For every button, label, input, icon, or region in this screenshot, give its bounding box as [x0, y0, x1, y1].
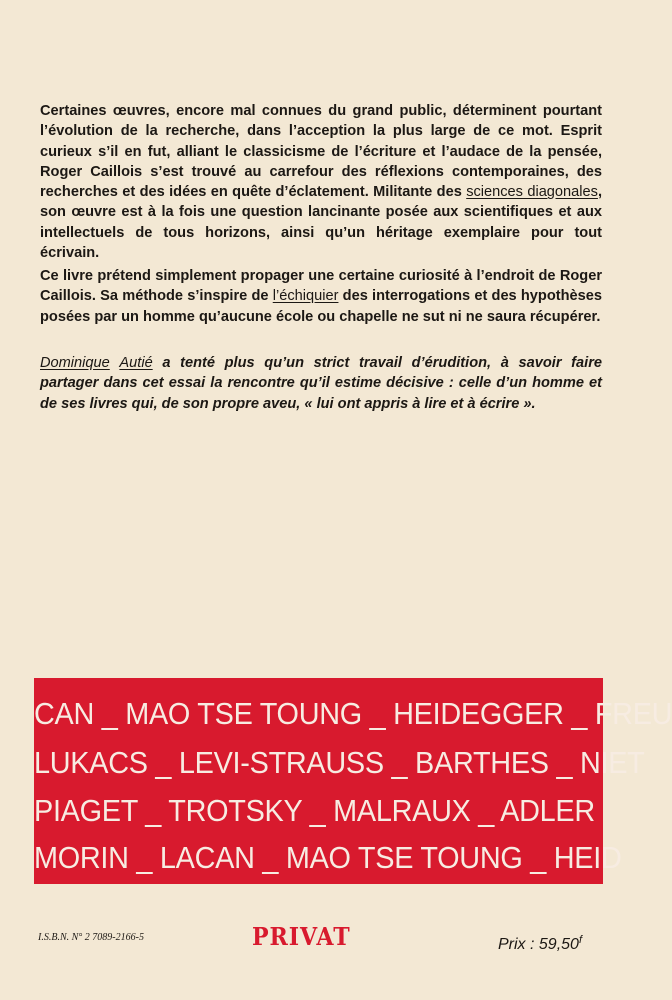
publisher-logo: PRIVAT	[252, 922, 351, 951]
names-banner	[34, 678, 672, 884]
underlined-term-echiquier: l’échiquier	[272, 288, 339, 305]
banner-row: CAN _ MAO TSE TOUNG _ HEIDEGGER _ FREU	[34, 696, 672, 731]
price-unit: f	[578, 934, 582, 946]
paragraph-1-text-end: , son œuvre est à la fois une question lancinante posée aux scientifiques et aux intellectuels de tous horizons, ainsi qu’un héritage exemplaire pour tout écrivain.	[40, 184, 602, 262]
price-value: Prix : 59,50	[498, 936, 579, 953]
underlined-term-sciences-diagonales: sciences diagonales	[466, 184, 598, 201]
author-paragraph	[40, 353, 602, 414]
isbn: I.S.B.N. N° 2 7089-2166-5	[38, 932, 144, 943]
banner-row: PIAGET _ TROTSKY _ MALRAUX _ ADLER	[34, 793, 595, 828]
author-paragraph-text: a tenté plus qu’un strict travail d’érudition, à savoir faire partager dans cet essai la rencontre qu’il estime décisive : celle d’un homme et de ses livres qui, de son propre aveu, « lui ont appris à lire et à écrire ».	[40, 355, 602, 412]
description-paragraph-2	[40, 266, 602, 327]
banner-row: LUKACS _ LEVI-STRAUSS _ BARTHES _ NIET	[34, 745, 645, 780]
author-first-name: Dominique	[40, 355, 110, 371]
paragraph-2-text: Ce livre prétend simplement propager une certaine curiosité à l’endroit de Roger Caillois. Sa méthode s’inspire de	[40, 268, 602, 305]
description-paragraph-1	[40, 101, 602, 263]
paragraph-2-text-end: des interrogations et des hypothèses posées par un homme qu’aucune école ou chapelle ne sut ni ne saura récupérer.	[40, 288, 602, 325]
banner-row: MORIN _ LACAN _ MAO TSE TOUNG _ HEID	[34, 840, 622, 875]
paragraph-1-text: Certaines œuvres, encore mal connues du grand public, déterminent pourtant l’évolution de la recherche, dans l’acception la plus large de ce mot. Esprit curieux s’il en fut, alliant le classicisme de l’écriture et l’audace de la pensée, Roger Caillois s’est trouvé au carrefour des réflexions contemporaines, des recherches et des idées en quête d’éclatement. Militante des	[40, 103, 602, 201]
author-last-name: Autié	[119, 355, 153, 371]
price	[498, 934, 582, 954]
